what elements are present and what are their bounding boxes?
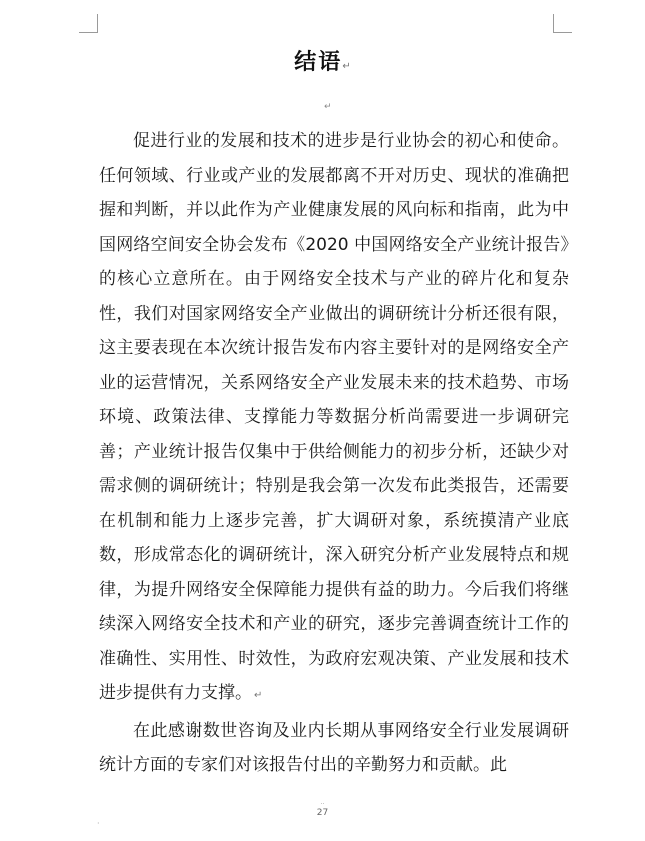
page-title-text: 结语 (294, 50, 343, 75)
paragraph-1-text: 促进行业的发展和技术的进步是行业协会的初心和使命。任何领域、行业或产业的发展都离不开对历史、现状的准确把握和判断，并以此作为产业健康发展的风向标和指南，此为中国网络空间安全协会发布《2020 中国网络安全产业统计报告》的核心立意所在。由于网络安全技术与产业的碎片化和复杂性，我们对国家网络安全产业做出的调研统计分析还很有限，这主要表现在本次统计报告发布内容主要针对的是网络安全产业的运营情况，关系网络安全产业发展未来的技术趋势、市场环境、政策法律、支撑能力等数据分析尚需要进一步调研完善；产业统计报告仅集中于供给侧能力的初步分析，还缺少对需求侧的调研统计；特别是我会第一次发布此类报告，还需要在机制和能力上逐步完善，扩大调研对象，系统摸清产业底数，形成常态化的调研统计，深入研究分析产业发展特点和规律，为提升网络安全保障能力提供有益的助力。今后我们将继续深入网络安全技术和产业的研究，逐步完善调查统计工作的准确性、实用性、时效性，为政府宏观决策、产业发展和技术进步提供有力支撑。 (99, 131, 569, 703)
paragraph-2-text: 在此感谢数世咨询及业内长期从事网络安全行业发展调研统计方面的专家们对该报告付出的辛勤努力和贡献。此 (99, 720, 569, 775)
paragraph-2 (99, 714, 569, 783)
page-number-mark-icon: ·· (320, 800, 325, 808)
crop-mark-top-left (79, 14, 98, 33)
page-title (0, 48, 645, 82)
crop-mark-top-right (553, 14, 572, 33)
corner-mark-icon: · (97, 819, 100, 828)
body-text (99, 124, 569, 783)
paragraph-mark-icon: ↵ (342, 61, 351, 72)
page-number-text: 27 (316, 808, 329, 818)
page-number (0, 800, 645, 818)
paragraph-mark-icon: ↵ (254, 690, 263, 701)
empty-paragraph-mark-icon: ↵ (324, 102, 332, 112)
paragraph-1 (99, 124, 569, 714)
